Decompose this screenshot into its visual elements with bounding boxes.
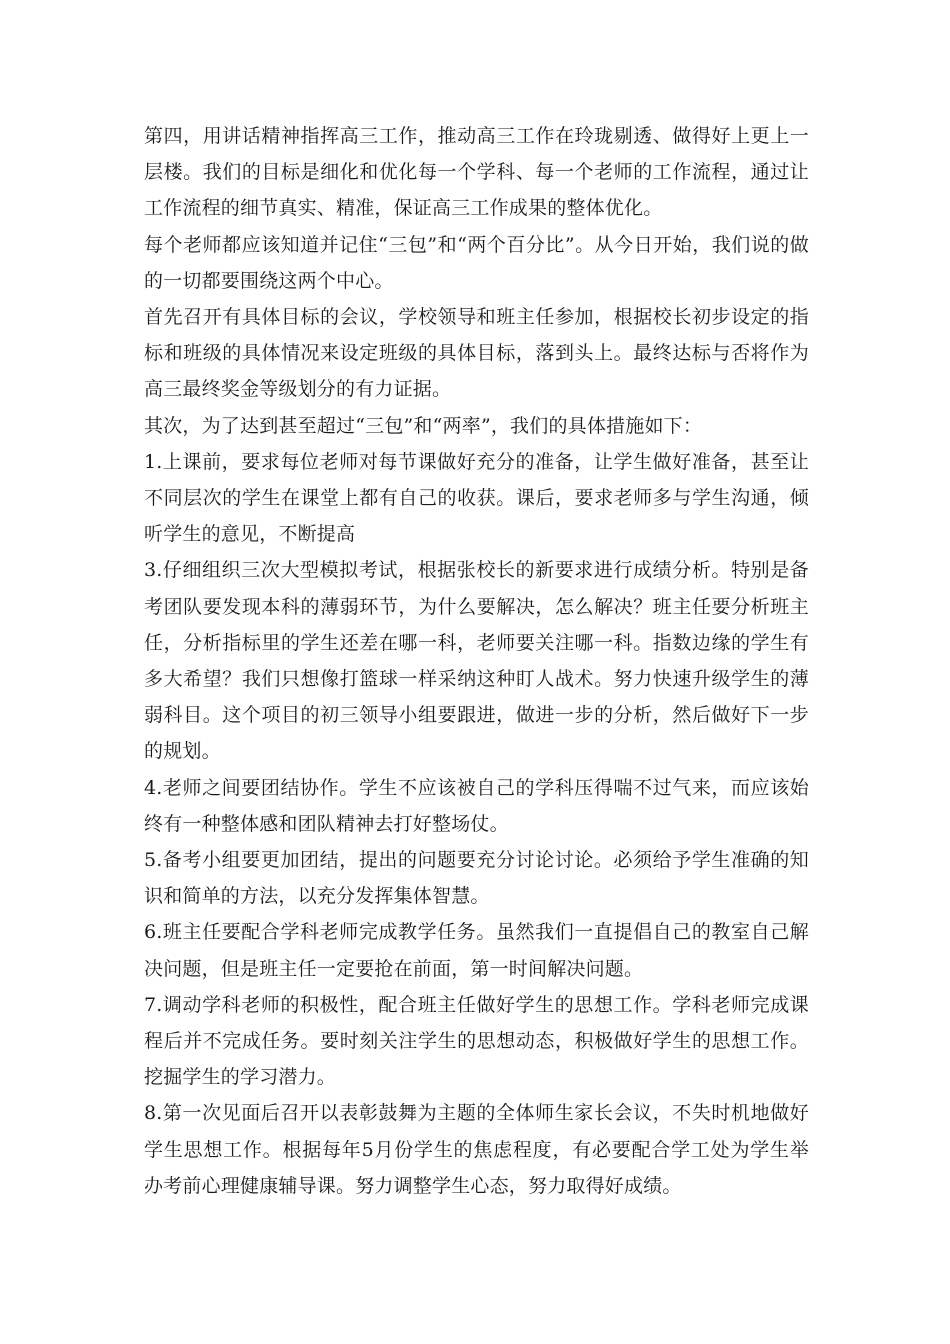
paragraph-three-guarantees: 每个老师都应该知道并记住“三包”和“两个百分比”。从今日开始，我们说的做的一切都要围绕这两个中心。 [144,233,809,292]
list-item-5: 5.备考小组要更加团结，提出的问题要充分讨论讨论。必须给予学生准确的知识和简单的方法，以充分发挥集体智慧。 [144,849,809,908]
paragraph-measures-heading: 其次，为了达到甚至超过“三包”和“两率”，我们的具体措施如下： [144,414,703,437]
paragraph-first-meeting: 首先召开有具体目标的会议，学校领导和班主任参加，根据校长初步设定的指标和班级的具体情况来设定班级的具体目标，落到头上。最终达标与否将作为高三最终奖金等级划分的有力证据。 [144,306,809,401]
list-item-3: 3.仔细组织三次大型模拟考试，根据张校长的新要求进行成绩分析。特别是备考团队要发现本科的薄弱环节，为什么要解决，怎么解决？班主任要分析班主任，分析指标里的学生还差在哪一科，老师要关注哪一科。指数边缘的学生有多大希望？我们只想像打篮球一样采纳这种盯人战术。努力快速升级学生的薄弱科目。这个项目的初三领导小组要跟进，做进一步的分析，然后做好下一步的规划。 [144,559,809,763]
list-item-1: 1.上课前，要求每位老师对每节课做好充分的准备，让学生做好准备，甚至让不同层次的学生在课堂上都有自己的收获。课后，要求老师多与学生沟通，倾听学生的意见，不断提高 [144,450,809,546]
document-body [144,118,809,1204]
list-item-4: 4.老师之间要团结协作。学生不应该被自己的学科压得喘不过气来，而应该始终有一种整体感和团队精神去打好整场仗。 [144,776,809,835]
list-item-8: 8.第一次见面后召开以表彰鼓舞为主题的全体师生家长会议，不失时机地做好学生思想工作。根据每年5月份学生的焦虑程度，有必要配合学工处为学生举办考前心理健康辅导课。努力调整学生心态，努力取得好成绩。 [144,1102,809,1197]
list-item-6: 6.班主任要配合学科老师完成教学任务。虽然我们一直提倡自己的教室自己解决问题，但是班主任一定要抢在前面，第一时间解决问题。 [144,921,809,980]
list-item-7: 7.调动学科老师的积极性，配合班主任做好学生的思想工作。学科老师完成课程后并不完成任务。要时刻关注学生的思想动态，积极做好学生的思想工作。挖掘学生的学习潜力。 [144,993,809,1089]
paragraph-intro-fourth: 第四，用讲话精神指挥高三工作，推动高三工作在玲珑剔透、做得好上更上一层楼。我们的目标是细化和优化每一个学科、每一个老师的工作流程，通过让工作流程的细节真实、精准，保证高三工作成果的整体优化。 [144,125,809,220]
